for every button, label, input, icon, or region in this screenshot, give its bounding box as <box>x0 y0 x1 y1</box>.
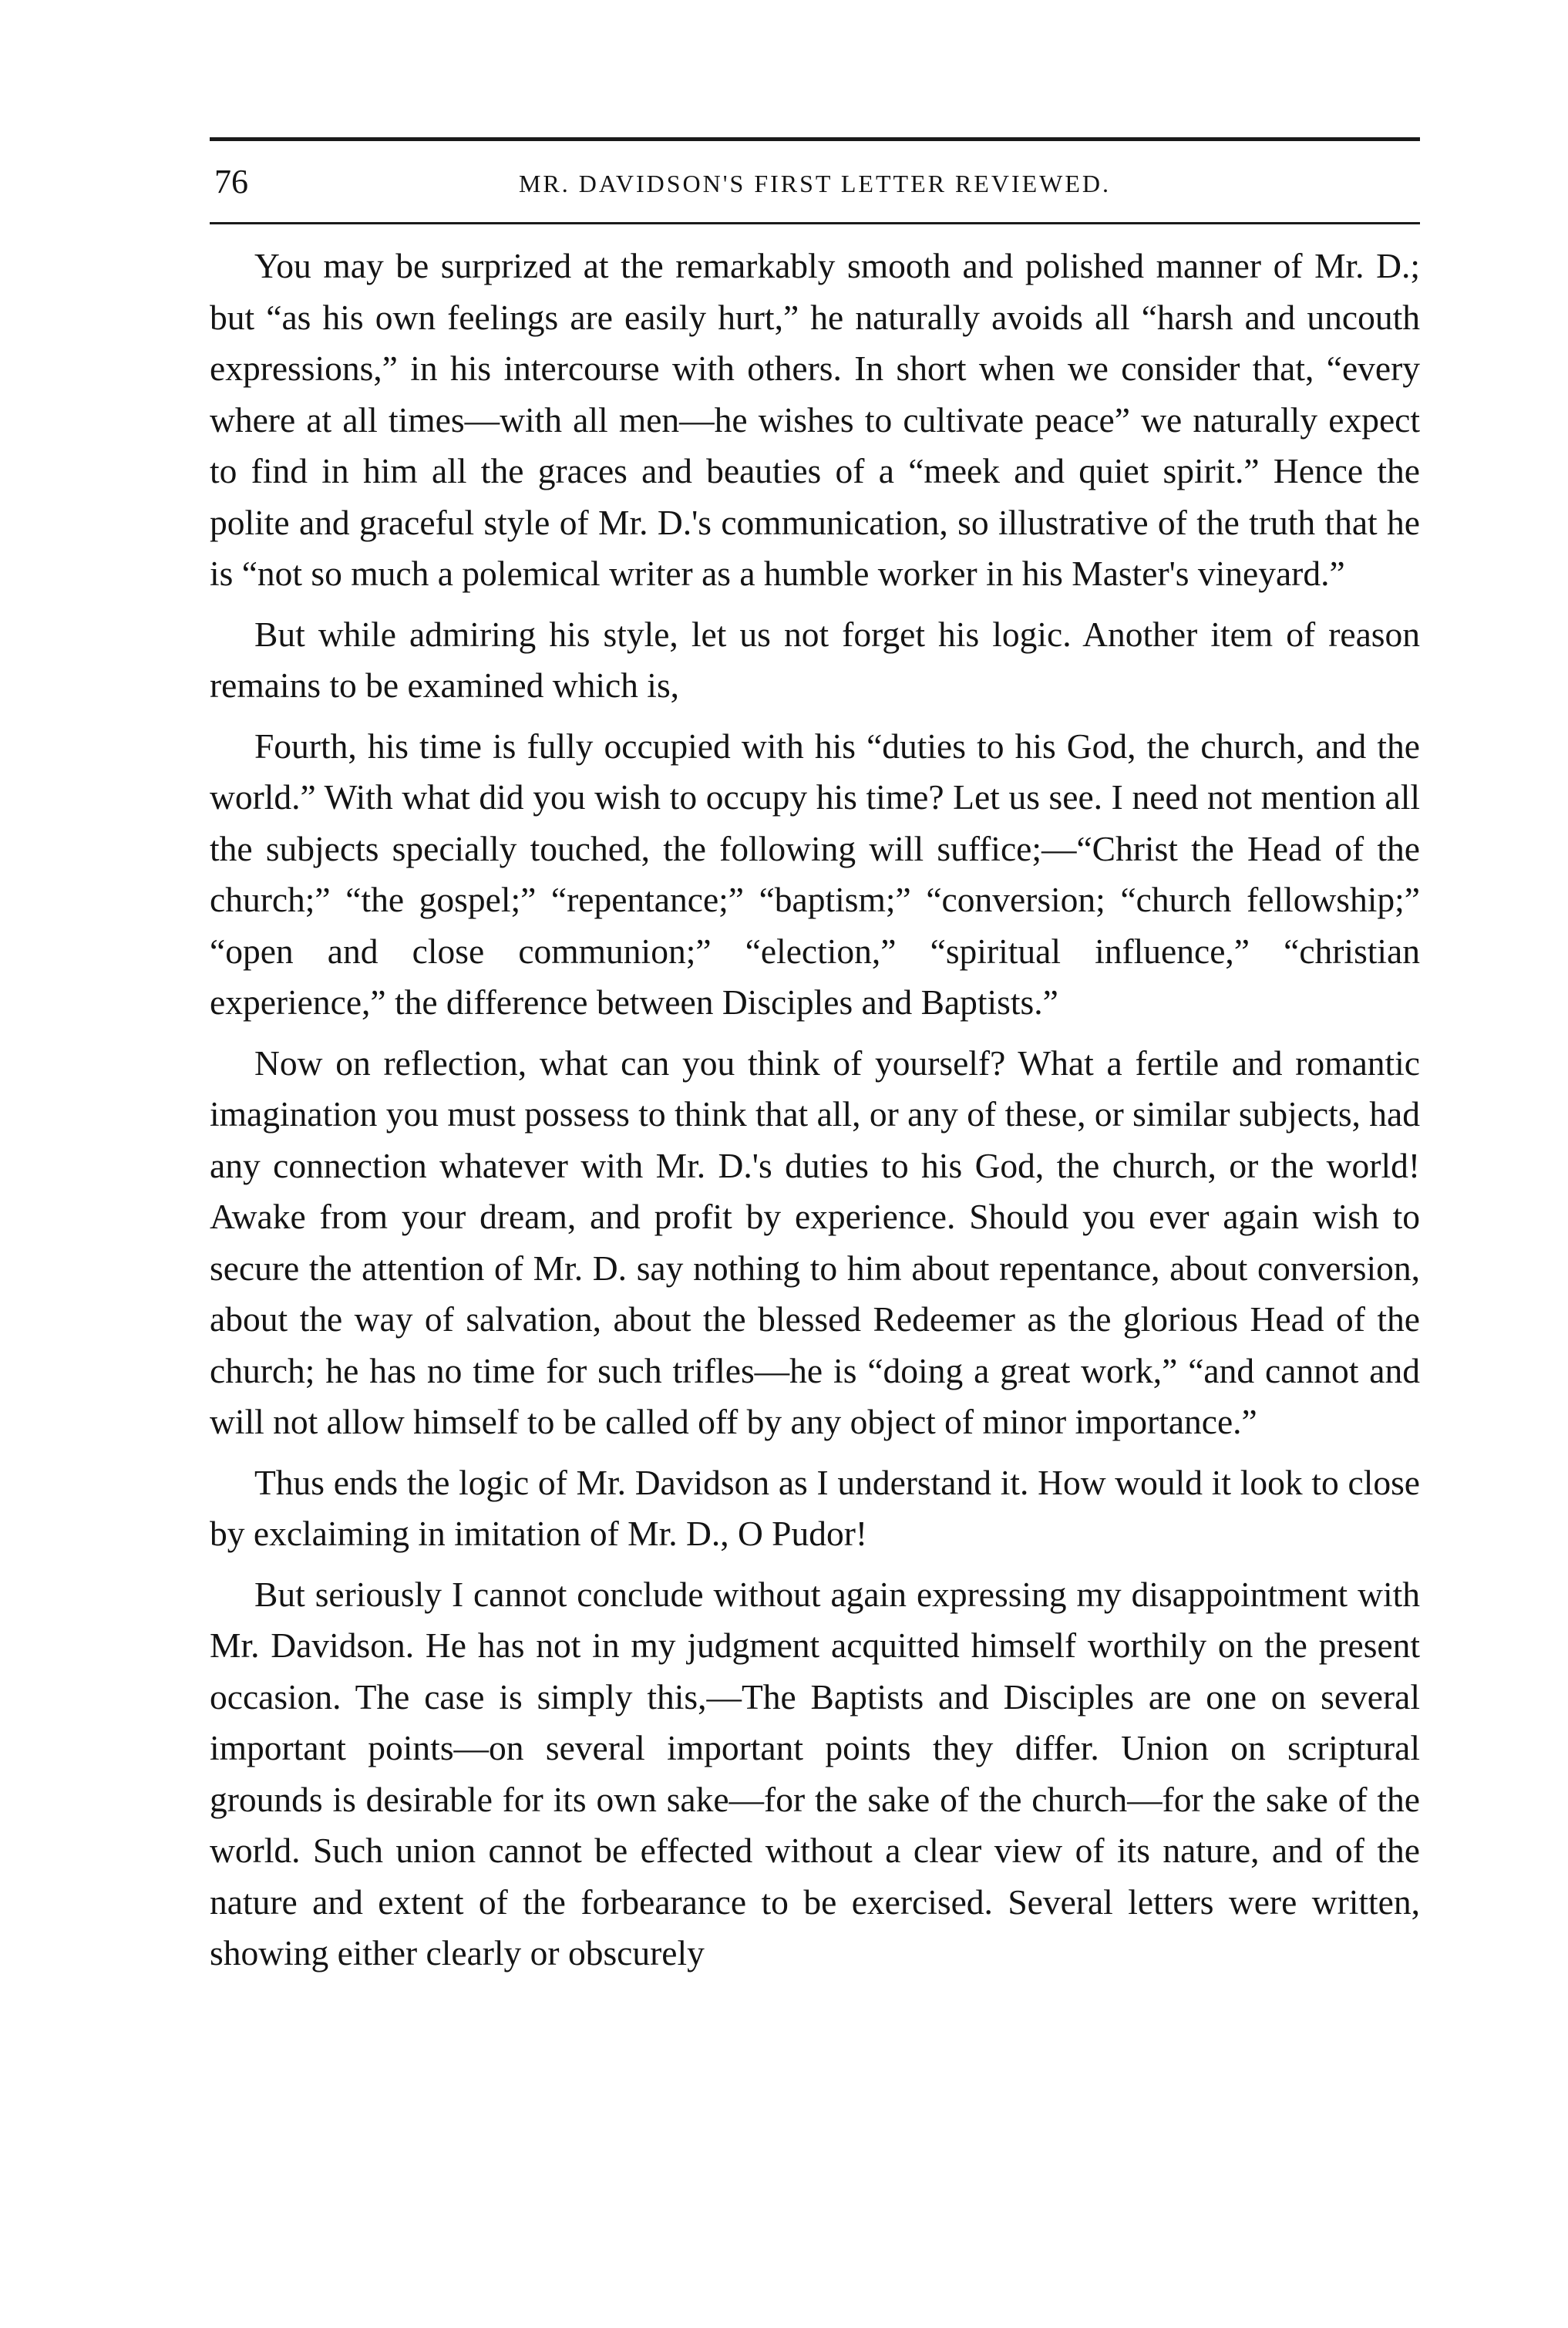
paragraph: But while admiring his style, let us not forget his logic. Another item of reason remains to be examined which is, <box>210 614 1420 705</box>
body-text <box>210 241 1420 1989</box>
paragraph: Now on reflection, what can you think of yourself? What a fertile and romantic imagination you must possess to think that all, or any of these, or similar subjects, had any connection whatever with Mr. D.'s duties to his God, the church, or the world! Awake from your dream, and profit by experience. Should you ever again wish to secure the attention of Mr. D. say nothing to him about repentance, about conversion, about the way of salvation, about the blessed Redeemer as the glorious Head of the church; he has no time for such trifles—he is “doing a great work,” “and cannot and will not allow himself to be called off by any object of minor importance.” <box>210 1043 1420 1441</box>
page-header <box>210 159 1420 205</box>
paragraph: But seriously I cannot conclude without again expressing my disappointment with Mr. Davidson. He has not in my judgment acquitted himself worthily on the present occasion. The case is simply this,—The Baptists and Disciples are one on several important points—on several important points they differ. Union on scriptural grounds is desirable for its own sake—for the sake of the church—for the sake of the world. Such union cannot be effected without a clear view of its nature, and of the nature and extent of the forbearance to be exercised. Several letters were written, showing either clearly or obscurely <box>210 1574 1420 1973</box>
header-top-rule <box>210 137 1420 141</box>
page-number: 76 <box>214 163 248 200</box>
paragraph: Fourth, his time is fully occupied with his “duties to his God, the church, and the world.” With what did you wish to occupy his time? Let us see. I need not mention all the subjects specially touched, the following will suffice;—“Christ the Head of the church;” “the gospel;” “repentance;” “baptism;” “conversion; “church fellowship;” “open and close communion;” “election,” “spiritual influence,” “christian experience,” the difference between Disciples and Baptists.” <box>210 726 1420 1022</box>
header-bottom-rule <box>210 222 1420 224</box>
paragraph: You may be surprized at the remarkably smooth and polished manner of Mr. D.; but “as his own feelings are easily hurt,” he naturally avoids all “harsh and uncouth expressions,” in his intercourse with others. In short when we consider that, “every where at all times—with all men—he wishes to cultivate peace” we naturally expect to find in him all the graces and beauties of a “meek and quiet spirit.” Hence the polite and graceful style of Mr. D.'s communication, so illustrative of the truth that he is “not so much a polemical writer as a humble worker in his Master's vineyard.” <box>210 246 1420 593</box>
running-title: MR. DAVIDSON'S FIRST LETTER REVIEWED. <box>518 170 1112 197</box>
paragraph: Thus ends the logic of Mr. Davidson as I understand it. How would it look to close by exclaiming in imitation of Mr. D., O Pudor! <box>210 1462 1420 1553</box>
